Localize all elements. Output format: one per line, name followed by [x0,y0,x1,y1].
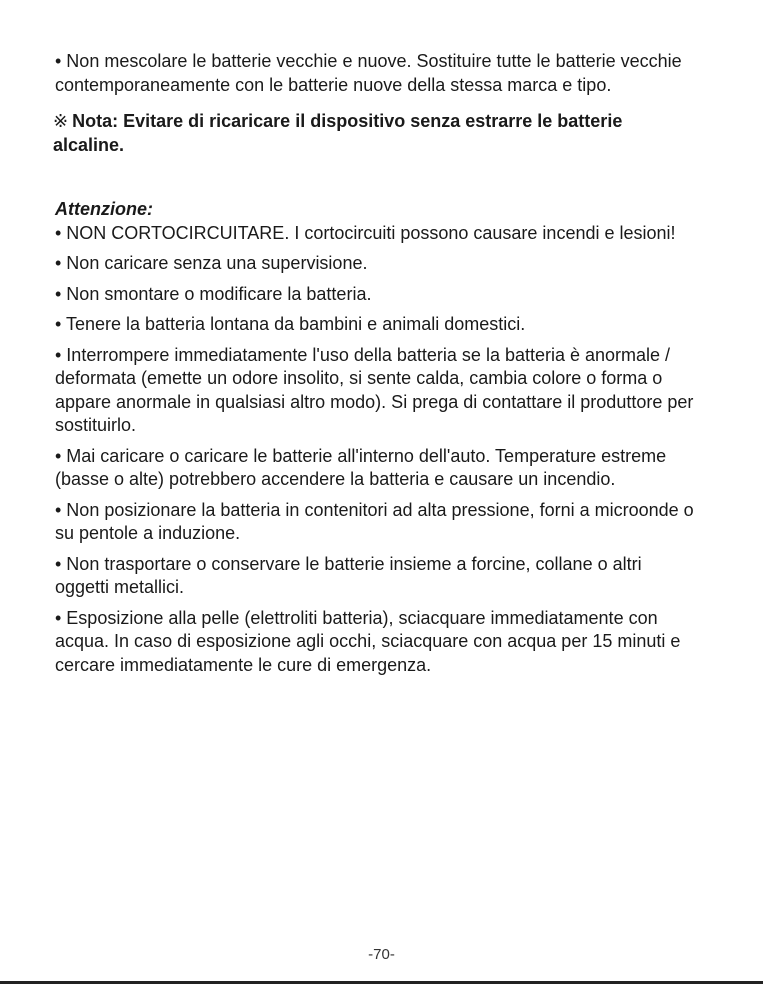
warning-item-metal-objects: • Non trasportare o conservare le batterie insieme a forcine, collane o altri oggetti metallici. [55,553,642,597]
manual-page-content [55,50,695,684]
warning-heading: Attenzione: [55,199,153,219]
warning-item-car-charging: • Mai caricare o caricare le batterie all'interno dell'auto. Temperature estreme (basse o alte) potrebbero accendere la batteria e causare un incendio. [55,445,667,489]
warning-item-pressure-microwave: • Non posizionare la batteria in contenitori ad alta pressione, forni a microonde o su pentole a induzione. [55,499,694,543]
note-text: Nota: Evitare di ricaricare il dispositivo senza estrarre le batterie alcaline. [53,111,623,155]
warning-item-supervision: • Non caricare senza una supervisione. [55,253,368,273]
battery-mixing-instruction: • Non mescolare le batterie vecchie e nuove. Sostituire tutte le batterie vecchie contemporaneamente con le batterie nuove della stessa marca e tipo. [55,51,682,95]
warning-item-short-circuit: • NON CORTOCIRCUITARE. I cortocircuiti possono causare incendi e lesioni! [55,222,676,243]
warning-item-skin-exposure: • Esposizione alla pelle (elettroliti batteria), sciacquare immediatamente con acqua. In caso di esposizione agli occhi, sciacquare con acqua per 15 minuti e cercare immediatamente le cure di emergenza. [55,607,681,675]
page-number: -70- [368,946,395,963]
warning-item-disassembly: • Non smontare o modificare la batteria. [55,283,372,304]
warning-item-abnormal-battery: • Interrompere immediatamente l'uso della batteria se la batteria è anormale / deformata (emette un odore insolito, si sente calda, cambia colore o forma o appare anormale in qualsiasi altro modo). Si prega di contattare il produttore per sostituirlo. [55,344,694,435]
warning-item-children-pets: • Tenere la batteria lontana da bambini e animali domestici. [55,314,526,334]
note-recharge-warning [53,110,695,157]
warning-list [55,222,695,678]
reference-mark-icon: ※ [53,111,69,131]
